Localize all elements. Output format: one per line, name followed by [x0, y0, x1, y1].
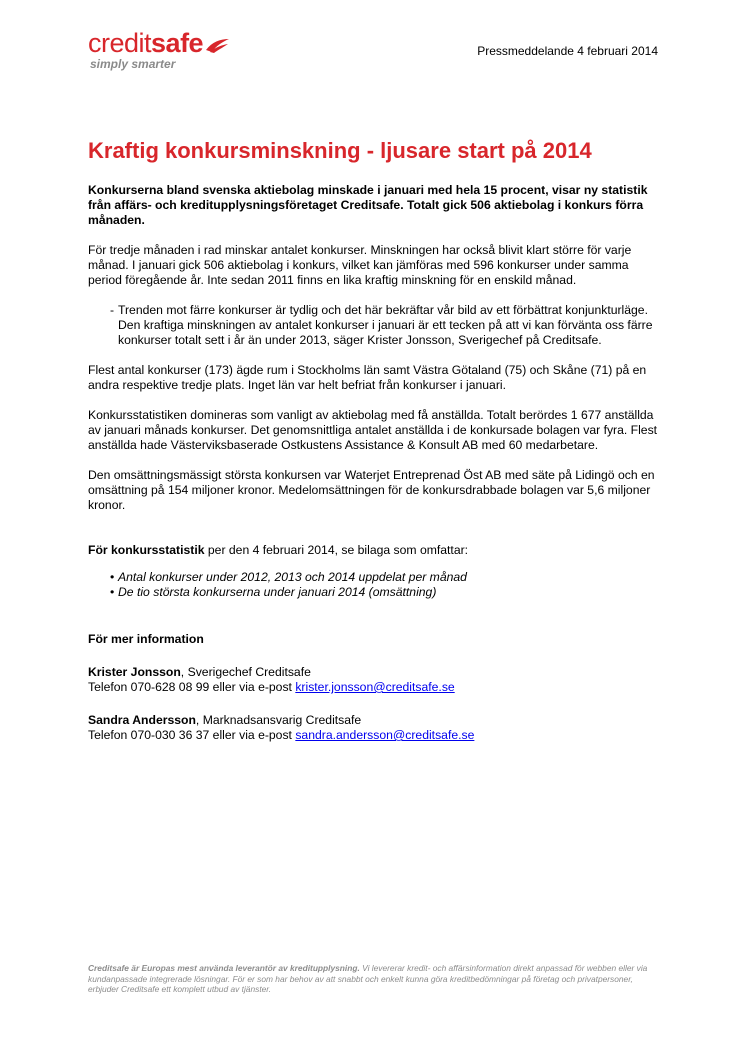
attachment-list: [88, 570, 658, 600]
contact-krister: [88, 665, 658, 695]
press-release-date: Pressmeddelande 4 februari 2014: [477, 44, 658, 58]
email-link-krister[interactable]: krister.jonsson@creditsafe.se: [295, 680, 455, 694]
lead-paragraph: Konkurserna bland svenska aktiebolag minskade i januari med hela 15 procent, visar ny statistik från affärs- och kreditupplysningsföretaget Creditsafe. Totalt gick 506 aktiebolag i konkurs förra månaden.: [88, 183, 648, 227]
bullet-icon: •: [110, 585, 115, 599]
contact-sandra: [88, 713, 658, 743]
list-item: [88, 585, 658, 600]
contact-phone: Telefon 070-628 08 99 eller via e-post: [88, 680, 296, 694]
bullet-icon: •: [110, 570, 115, 584]
statistics-intro-rest: per den 4 februari 2014, se bilaga som omfattar:: [204, 543, 469, 557]
paragraph-2: Flest antal konkurser (173) ägde rum i Stockholms län samt Västra Götaland (75) och Skåne (71) på en andra respektive tredje plats. Inget län var helt befriat från konkurser i januari.: [88, 363, 647, 392]
paragraph-4: Den omsättningsmässigt största konkursen var Waterjet Entreprenad Öst AB med säte på Lidingö och en omsättning på 154 miljoner kronor. Medelomsättningen för de konkursdrabbade bolagen var 5,6 miljoner kronor.: [88, 468, 655, 512]
footer-bold-text: Creditsafe är Europas mest använda leverantör av kreditupplysning.: [88, 963, 360, 973]
footer-boilerplate: [88, 963, 658, 995]
list-item-text: Antal konkurser under 2012, 2013 och 2014 uppdelat per månad: [118, 570, 467, 584]
contact-name: Krister Jonsson: [88, 665, 181, 679]
contact-role: , Marknadsansvarig Creditsafe: [195, 713, 362, 727]
paragraph-3: Konkursstatistiken domineras som vanligt av aktiebolag med få anställda. Totalt berördes 1 677 anställda av januari månads konkurser. Det genomsnittliga antalet anställda i de konkursade bolagen var fyra. Flest anställda hade Västerviksbaserade Ostkustens Assistance & Konsult AB med 60 medarbetare.: [88, 408, 658, 452]
logo-text-credit: credit: [88, 28, 152, 58]
footer-text: Vi levererar kredit- och affärsinformation direkt anpassad för webben eller via kundanpassade integrerade lösningar. För er som har behov av att snabbt och enkelt kunna göra kreditbedömningar på företag och privatpersoner, erbjuder Creditsafe ett komplett utbud av tjänster.: [88, 963, 648, 994]
logo-text-safe: safe: [151, 28, 204, 58]
quote-text: Trenden mot färre konkurser är tydlig och det här bekräftar vår bild av ett förbättrat konjunkturläge. Den kraftiga minskningen av antalet konkurser i januari är ett tecken på att vi kan förvänta oss färre konkurser totalt sett i år än under 2013, säger Krister Jonsson, Sverigechef på Creditsafe.: [118, 303, 653, 347]
list-item: [88, 570, 658, 585]
logo-swoosh-icon: [204, 30, 230, 60]
list-item-text: De tio största konkurserna under januari 2014 (omsättning): [118, 585, 437, 599]
contact-name: Sandra Andersson: [88, 713, 196, 727]
more-info-heading: För mer information: [88, 632, 204, 646]
headline: Kraftig konkursminskning - ljusare start på 2014: [88, 138, 592, 163]
quote-block: [88, 303, 658, 348]
article-body: [88, 138, 658, 743]
quote-dash: -: [110, 303, 115, 317]
paragraph-1: För tredje månaden i rad minskar antalet konkurser. Minskningen har också blivit klart större för varje månad. I januari gick 506 aktiebolag i konkurs, vilket kan jämföras med 596 konkurser under samma period föregående år. Inte sedan 2011 finns en lika kraftig minskning för en enskild månad.: [88, 243, 632, 287]
contact-role: , Sverigechef Creditsafe: [180, 665, 311, 679]
logo-tagline: simply smarter: [90, 57, 176, 71]
contact-phone: Telefon 070-030 36 37 eller via e-post: [88, 728, 296, 742]
email-link-sandra[interactable]: sandra.andersson@creditsafe.se: [295, 728, 475, 742]
statistics-intro: [88, 543, 658, 558]
creditsafe-logo: [88, 28, 230, 71]
statistics-intro-bold: För konkursstatistik: [88, 543, 205, 557]
logo-wordmark: [88, 28, 230, 60]
